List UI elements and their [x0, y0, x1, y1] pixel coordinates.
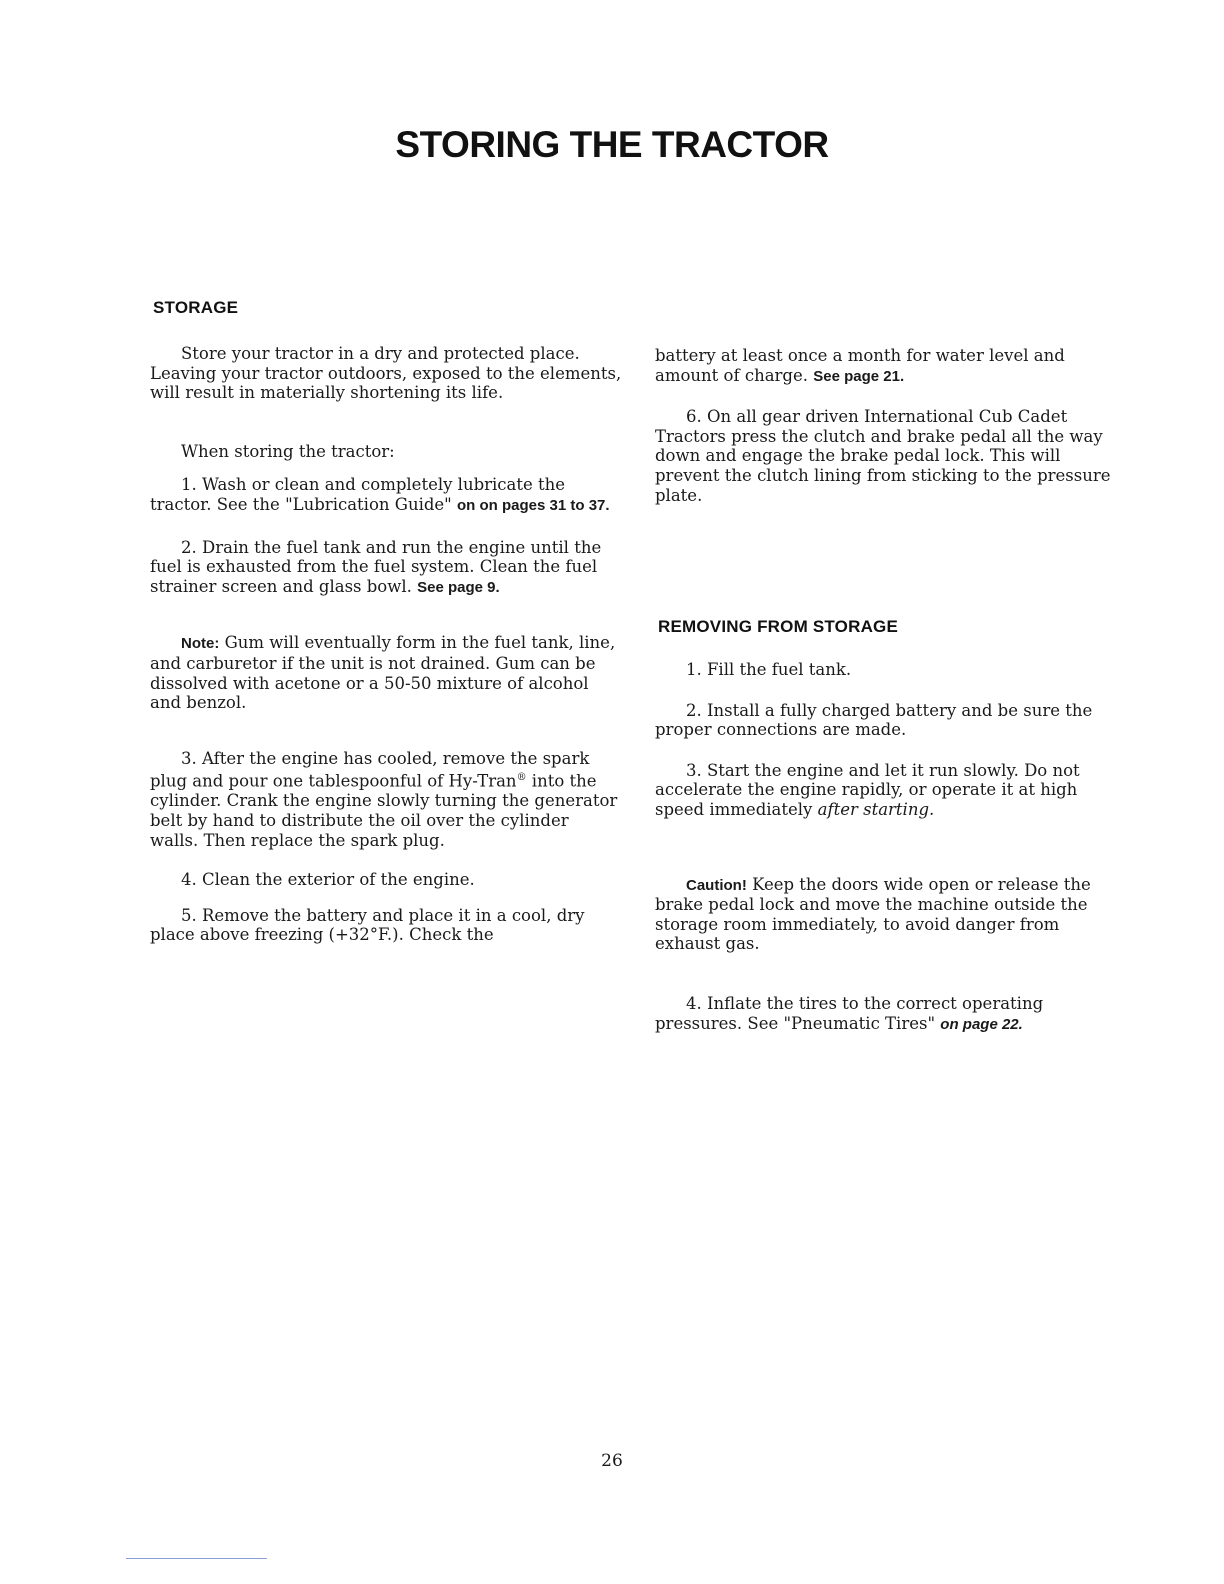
page-title: STORING THE TRACTOR	[395, 124, 829, 165]
removing-step-3	[655, 761, 1127, 820]
battery-continued-ref: See page 21.	[813, 367, 905, 385]
removing-step-3-italic: after starting.	[817, 799, 935, 819]
storage-step-1-text: 1. Wash or clean and completely lubricate the tractor. See the "Lubrication Guide"	[150, 475, 566, 514]
footer-rule	[126, 1558, 267, 1559]
storage-step-6: 6. On all gear driven International Cub Cadet Tractors press the clutch and brake pedal all the way down and engage the brake pedal lock. This will prevent the clutch lining from sticking to the pressure plate.	[655, 407, 1111, 505]
storage-step-1	[150, 475, 622, 515]
storage-step-2-text: 2. Drain the fuel tank and run the engine until the fuel is exhausted from the fuel system. Clean the fuel strainer screen and glass bowl.	[150, 537, 602, 596]
right-column-top	[655, 346, 1127, 505]
note-text: Gum will eventually form in the fuel tank, line, and carburetor if the unit is not drained. Gum can be dissolved with acetone or a 50-50 mixture of alcohol and benzol.	[150, 633, 616, 713]
storage-step-5: 5. Remove the battery and place it in a cool, dry place above freezing (+32°F.). Check the	[150, 905, 585, 945]
storage-step-4: 4. Clean the exterior of the engine.	[181, 870, 475, 890]
storage-step-2	[150, 538, 622, 598]
caution-paragraph	[655, 875, 1127, 954]
caution-label: Caution!	[686, 876, 747, 894]
note-paragraph	[150, 633, 622, 712]
storage-step-3-text-b: into the cylinder. Crank the engine slowly turning the generator belt by hand to distribute the oil over the cylinder walls. Then replace the spark plug.	[150, 771, 618, 850]
battery-continued-paragraph	[655, 346, 1127, 386]
removing-step-4-text: 4. Inflate the tires to the correct operating pressures. See "Pneumatic Tires"	[655, 993, 1044, 1033]
battery-continued-text: battery at least once a month for water level and amount of charge.	[655, 346, 1065, 385]
storage-intro-paragraph: Store your tractor in a dry and protected place. Leaving your tractor outdoors, exposed to the elements, will result in materially shortening its life.	[150, 344, 622, 403]
section-heading-storage: STORAGE	[153, 298, 239, 317]
removing-step-2: 2. Install a fully charged battery and be sure the proper connections are made.	[655, 700, 1093, 740]
right-column-bottom	[655, 660, 1127, 1034]
storage-step-2-ref: See page 9.	[417, 578, 500, 596]
section-heading-removing: REMOVING FROM STORAGE	[658, 617, 899, 636]
removing-step-3-text: 3. Start the engine and let it run slowly. Do not accelerate the engine rapidly, or operate it at high speed immediately	[655, 760, 1080, 819]
storage-step-3-text-a: 3. After the engine has cooled, remove the spark plug and pour one tablespoonful of Hy-Tran	[150, 748, 590, 791]
removing-step-1: 1. Fill the fuel tank.	[686, 660, 852, 679]
note-label: Note:	[181, 635, 220, 653]
caution-text: Keep the doors wide open or release the brake pedal lock and move the machine outside the storage room immediately, to avoid danger from exhaust gas.	[655, 874, 1091, 954]
storage-step-3	[150, 749, 622, 850]
registered-mark: ®	[516, 772, 527, 784]
left-column	[150, 344, 622, 945]
page-number: 26	[601, 1451, 623, 1471]
when-storing-paragraph: When storing the tractor:	[181, 441, 395, 461]
removing-step-4-ref: on page 22.	[940, 1015, 1023, 1033]
removing-step-4	[655, 994, 1127, 1034]
storage-step-1-ref: on on pages 31 to 37.	[457, 496, 610, 514]
